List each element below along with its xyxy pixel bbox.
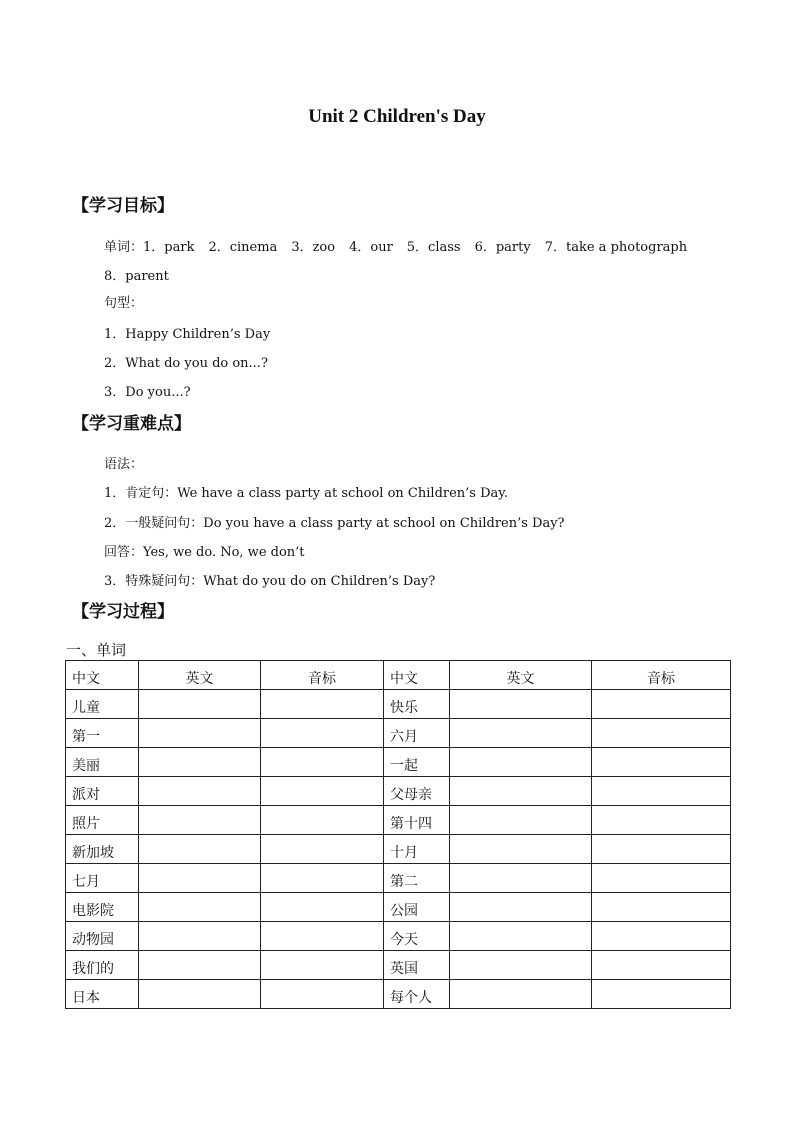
english-blank[interactable] xyxy=(139,922,261,951)
pattern-line: 2．What do you do on...? xyxy=(104,356,268,371)
header-cell: 中文 xyxy=(66,661,139,690)
english-blank[interactable] xyxy=(139,980,261,1009)
vocab-line xyxy=(104,236,687,255)
english-blank[interactable] xyxy=(450,719,592,748)
grammar-label: 语法： xyxy=(104,457,144,472)
page-title: Unit 2 Children's Day xyxy=(308,106,486,127)
vocab-item: 7．take a photograph xyxy=(544,240,688,255)
vocab-item-8: 8．parent xyxy=(104,269,169,284)
word-table xyxy=(65,660,731,1009)
pattern-line: 1．Happy Children’s Day xyxy=(104,327,271,342)
header-cell: 音标 xyxy=(592,661,731,690)
english-blank[interactable] xyxy=(450,922,592,951)
phonetic-blank[interactable] xyxy=(261,777,384,806)
english-blank[interactable] xyxy=(450,690,592,719)
vocab-item: 6．party xyxy=(474,240,531,255)
header-cell: 中文 xyxy=(384,661,450,690)
table-row xyxy=(66,777,731,806)
process-heading: 【学习过程】 xyxy=(72,602,174,622)
grammar-line: 1．肯定句：We have a class party at school on Children’s Day. xyxy=(104,486,509,501)
phonetic-blank[interactable] xyxy=(261,864,384,893)
chinese-word-cell: 照片 xyxy=(66,806,139,835)
table-row xyxy=(66,748,731,777)
phonetic-blank[interactable] xyxy=(261,980,384,1009)
english-blank[interactable] xyxy=(139,777,261,806)
phonetic-blank[interactable] xyxy=(592,690,731,719)
chinese-word-cell: 第一 xyxy=(66,719,139,748)
phonetic-blank[interactable] xyxy=(261,835,384,864)
vocab-label: 单词： xyxy=(104,240,144,255)
phonetic-blank[interactable] xyxy=(592,806,731,835)
phonetic-blank[interactable] xyxy=(592,748,731,777)
english-blank[interactable] xyxy=(450,748,592,777)
grammar-line: 回答：Yes, we do. No, we don’t xyxy=(104,545,305,560)
key-points-heading: 【学习重难点】 xyxy=(72,414,191,434)
chinese-word-cell: 新加坡 xyxy=(66,835,139,864)
table-row xyxy=(66,806,731,835)
vocab-item: 1．park xyxy=(143,240,195,255)
chinese-word-cell: 儿童 xyxy=(66,690,139,719)
chinese-word-cell: 电影院 xyxy=(66,893,139,922)
english-blank[interactable] xyxy=(450,980,592,1009)
table-row xyxy=(66,719,731,748)
chinese-word-cell: 每个人 xyxy=(384,980,450,1009)
chinese-word-cell: 第二 xyxy=(384,864,450,893)
vocab-item: 3．zoo xyxy=(291,240,336,255)
chinese-word-cell: 动物园 xyxy=(66,922,139,951)
table-row xyxy=(66,864,731,893)
phonetic-blank[interactable] xyxy=(592,922,731,951)
chinese-word-cell: 一起 xyxy=(384,748,450,777)
english-blank[interactable] xyxy=(450,864,592,893)
chinese-word-cell: 六月 xyxy=(384,719,450,748)
english-blank[interactable] xyxy=(450,806,592,835)
phonetic-blank[interactable] xyxy=(261,719,384,748)
phonetic-blank[interactable] xyxy=(261,922,384,951)
table-header-row xyxy=(66,661,731,690)
phonetic-blank[interactable] xyxy=(592,864,731,893)
english-blank[interactable] xyxy=(139,719,261,748)
grammar-line: 3．特殊疑问句：What do you do on Children’s Day? xyxy=(104,574,436,589)
phonetic-blank[interactable] xyxy=(261,951,384,980)
goals-heading: 【学习目标】 xyxy=(72,196,174,216)
english-blank[interactable] xyxy=(139,893,261,922)
table-row xyxy=(66,951,731,980)
phonetic-blank[interactable] xyxy=(592,951,731,980)
header-cell: 英文 xyxy=(450,661,592,690)
vocab-list xyxy=(143,236,687,255)
pattern-label: 句型： xyxy=(104,296,144,311)
chinese-word-cell: 第十四 xyxy=(384,806,450,835)
phonetic-blank[interactable] xyxy=(261,893,384,922)
phonetic-blank[interactable] xyxy=(592,893,731,922)
english-blank[interactable] xyxy=(139,864,261,893)
chinese-word-cell: 十月 xyxy=(384,835,450,864)
vocab-item: 5．class xyxy=(406,240,461,255)
phonetic-blank[interactable] xyxy=(592,835,731,864)
phonetic-blank[interactable] xyxy=(261,690,384,719)
table-row xyxy=(66,835,731,864)
chinese-word-cell: 美丽 xyxy=(66,748,139,777)
vocab-item: 2．cinema xyxy=(208,240,278,255)
section-words-title: 一、单词 xyxy=(66,641,127,659)
chinese-word-cell: 父母亲 xyxy=(384,777,450,806)
english-blank[interactable] xyxy=(139,806,261,835)
table-row xyxy=(66,980,731,1009)
phonetic-blank[interactable] xyxy=(592,719,731,748)
header-cell: 英文 xyxy=(139,661,261,690)
english-blank[interactable] xyxy=(450,951,592,980)
vocab-item: 4．our xyxy=(349,240,393,255)
phonetic-blank[interactable] xyxy=(592,980,731,1009)
english-blank[interactable] xyxy=(450,835,592,864)
chinese-word-cell: 英国 xyxy=(384,951,450,980)
grammar-line: 2．一般疑问句：Do you have a class party at school on Children’s Day? xyxy=(104,516,565,531)
chinese-word-cell: 我们的 xyxy=(66,951,139,980)
phonetic-blank[interactable] xyxy=(261,748,384,777)
chinese-word-cell: 公园 xyxy=(384,893,450,922)
pattern-line: 3．Do you...? xyxy=(104,385,191,400)
table-row xyxy=(66,922,731,951)
english-blank[interactable] xyxy=(139,690,261,719)
english-blank[interactable] xyxy=(450,777,592,806)
chinese-word-cell: 快乐 xyxy=(384,690,450,719)
chinese-word-cell: 七月 xyxy=(66,864,139,893)
english-blank[interactable] xyxy=(139,835,261,864)
chinese-word-cell: 日本 xyxy=(66,980,139,1009)
phonetic-blank[interactable] xyxy=(261,806,384,835)
phonetic-blank[interactable] xyxy=(592,777,731,806)
table-row xyxy=(66,690,731,719)
chinese-word-cell: 今天 xyxy=(384,922,450,951)
english-blank[interactable] xyxy=(450,893,592,922)
english-blank[interactable] xyxy=(139,951,261,980)
english-blank[interactable] xyxy=(139,748,261,777)
chinese-word-cell: 派对 xyxy=(66,777,139,806)
header-cell: 音标 xyxy=(261,661,384,690)
table-row xyxy=(66,893,731,922)
